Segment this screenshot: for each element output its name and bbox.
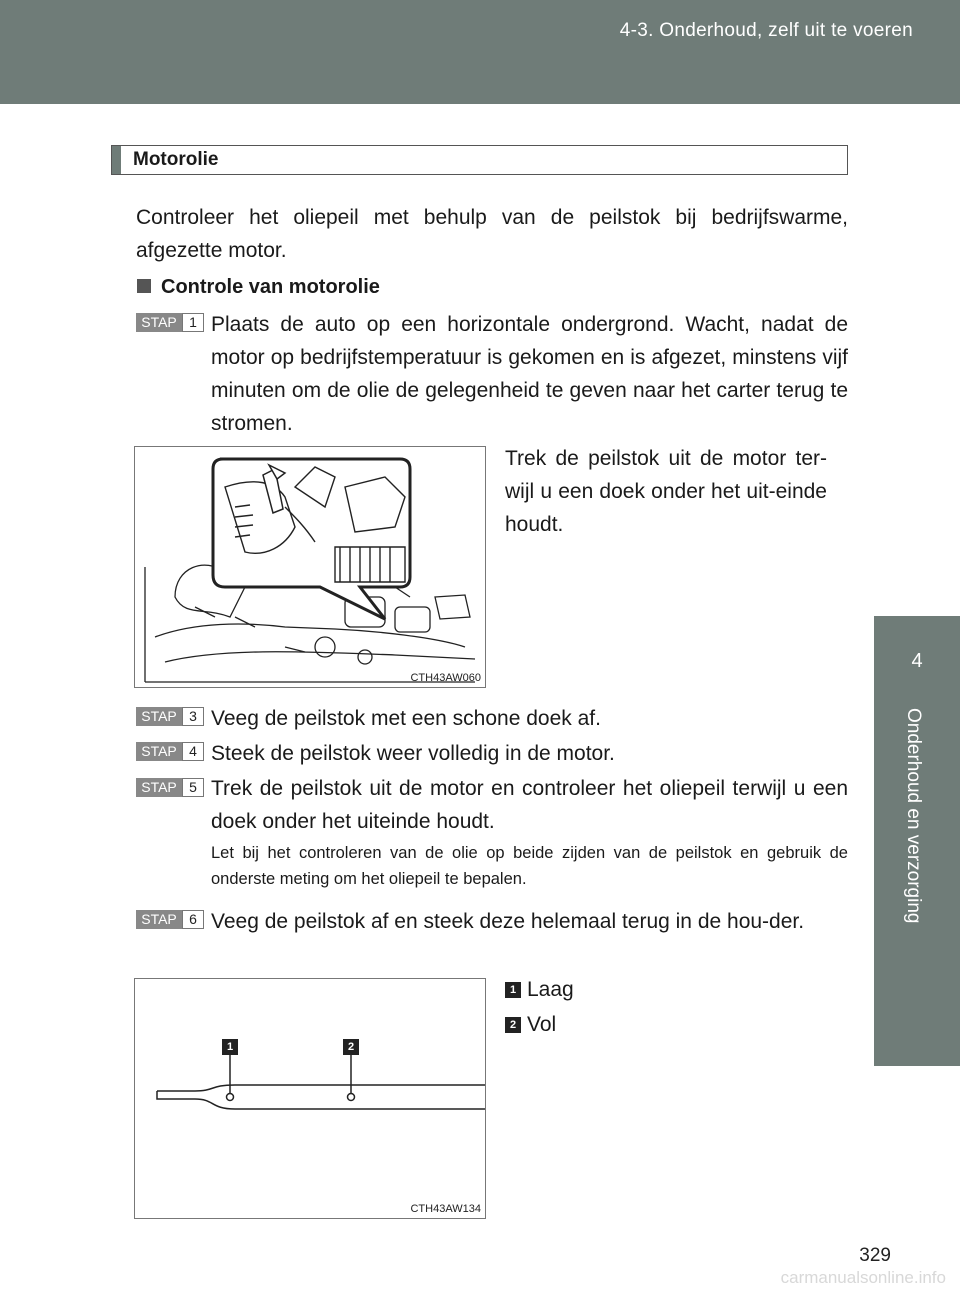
figure-code: CTH43AW060	[410, 672, 481, 684]
engine-illustration	[135, 447, 485, 687]
marker-1-icon: 1	[505, 982, 521, 998]
chapter-label: Onderhoud en verzorging	[903, 708, 924, 924]
step-6-text: Veeg de peilstok af en steek deze helemaal terug in de hou-der.	[211, 910, 805, 933]
page-number: 329	[859, 1245, 891, 1266]
subsection-heading	[137, 276, 380, 299]
step-4-text: Steek de peilstok weer volledig in de motor.	[211, 742, 615, 765]
step-badge: STAP 6	[136, 910, 204, 929]
marker-1-label: 1	[226, 1041, 234, 1053]
step-3-text: Veeg de peilstok met een schone doek af.	[211, 707, 601, 730]
dipstick-illustration	[135, 979, 485, 1218]
note-text: Let bij het controleren van de olie op beide zijden van de peilstok en gebruik de onderste meting om het oliepeil te bepalen.	[211, 844, 848, 888]
legend-item	[505, 1008, 556, 1041]
chapter-side-tab[interactable]	[874, 616, 960, 1066]
intro-text: Controleer het oliepeil met behulp van de peilstok bij bedrijfswarme, afgezette motor.	[136, 206, 848, 262]
legend-item	[505, 973, 574, 1006]
step-2-text: Trek de peilstok uit de motor ter-wijl u een doek onder het uit-einde houdt.	[505, 447, 827, 536]
engine-dipstick-figure	[134, 446, 486, 688]
header-bar	[0, 0, 960, 104]
step-badge: STAP 5	[136, 778, 204, 797]
step-badge: STAP 3	[136, 707, 204, 726]
square-bullet-icon	[137, 279, 151, 293]
watermark: carmanualsonline.info	[780, 1268, 946, 1287]
section-title: Motorolie	[133, 149, 219, 170]
step-badge: STAP 1	[136, 313, 204, 332]
subsection-title: Controle van motorolie	[161, 276, 380, 298]
dipstick-level-figure	[134, 978, 486, 1219]
chapter-title: 4-3. Onderhoud, zelf uit te voeren	[619, 20, 913, 41]
legend-label-full: Vol	[527, 1013, 557, 1036]
legend-label-low: Laag	[527, 978, 574, 1001]
marker-2-icon: 2	[505, 1017, 521, 1033]
step-5-text: Trek de peilstok uit de motor en controleer het oliepeil terwijl u een doek onder het uiteinde houdt.	[211, 777, 848, 833]
step-badge: STAP 4	[136, 742, 204, 761]
section-accent-bar	[112, 146, 121, 174]
marker-2-label: 2	[347, 1041, 355, 1053]
step-1-text: Plaats de auto op een horizontale ondergrond. Wacht, nadat de motor op bedrijfstemperatuur is gekomen en is afgezet, minstens vijf minuten om de olie de gelegenheid te geven naar het carter terug te stromen.	[211, 313, 848, 435]
chapter-number: 4	[911, 650, 923, 672]
figure-code: CTH43AW134	[410, 1203, 481, 1215]
section-heading	[111, 145, 848, 175]
